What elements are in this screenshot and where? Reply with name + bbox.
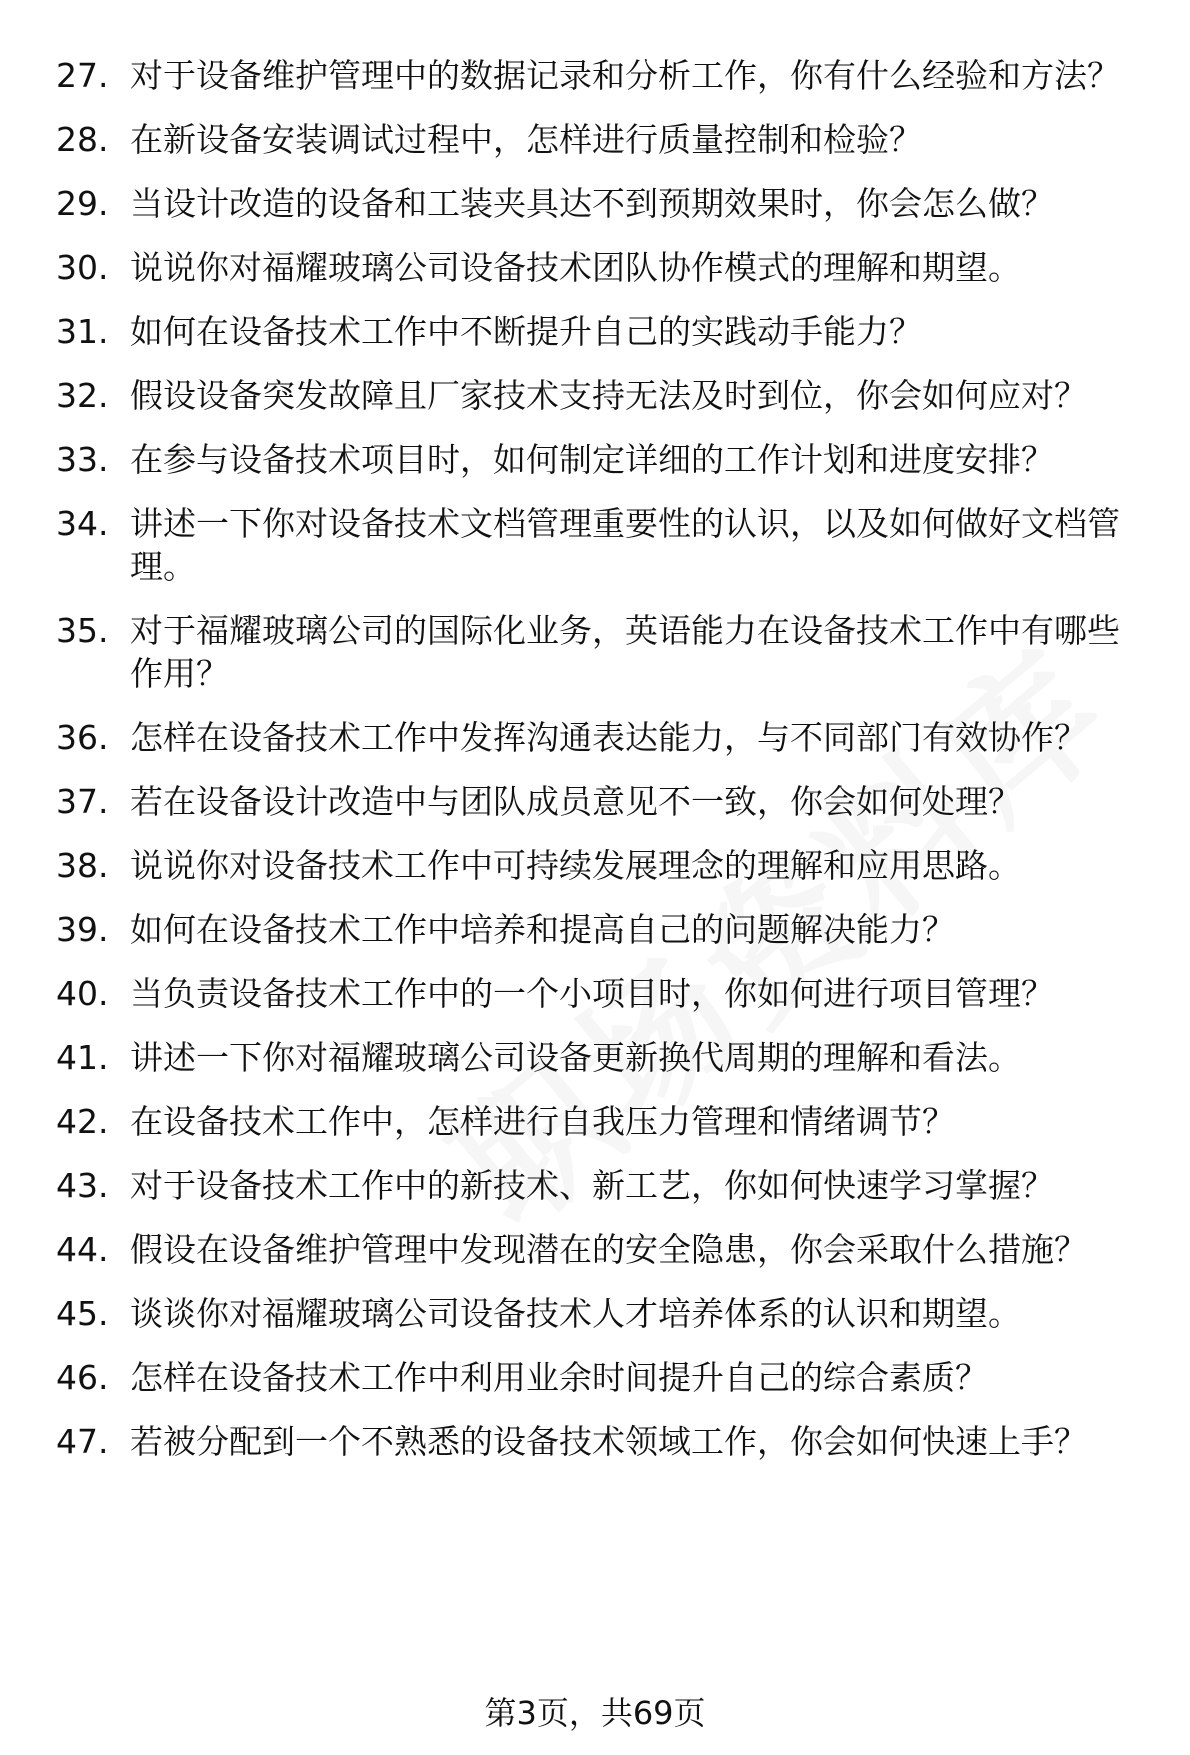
question-text: 对于设备维护管理中的数据记录和分析工作，你有什么经验和方法？	[130, 56, 1120, 95]
question-item	[56, 972, 1146, 1015]
question-item	[56, 609, 1146, 695]
question-text: 说说你对福耀玻璃公司设备技术团队协作模式的理解和期望。	[130, 248, 1021, 287]
question-text: 在参与设备技术项目时，如何制定详细的工作计划和进度安排？	[130, 440, 1054, 479]
question-text: 当负责设备技术工作中的一个小项目时，你如何进行项目管理？	[130, 974, 1054, 1013]
question-text: 在设备技术工作中，怎样进行自我压力管理和情绪调节？	[130, 1102, 955, 1141]
question-text: 在新设备安装调试过程中，怎样进行质量控制和检验？	[130, 120, 922, 159]
question-text: 说说你对设备技术工作中可持续发展理念的理解和应用思路。	[130, 846, 1021, 885]
question-item	[56, 310, 1146, 353]
question-number: 47.	[56, 1422, 109, 1461]
question-number: 38.	[56, 846, 109, 885]
question-number: 44.	[56, 1230, 109, 1269]
question-number: 40.	[56, 974, 109, 1013]
question-text: 当设计改造的设备和工装夹具达不到预期效果时，你会怎么做？	[130, 184, 1054, 223]
question-text: 如何在设备技术工作中不断提升自己的实践动手能力？	[130, 312, 922, 351]
question-number: 43.	[56, 1166, 109, 1205]
question-item	[56, 716, 1146, 759]
question-number: 45.	[56, 1294, 109, 1333]
question-item	[56, 438, 1146, 481]
question-text: 对于福耀玻璃公司的国际化业务，英语能力在设备技术工作中有哪些作用？	[130, 611, 1120, 693]
question-number: 31.	[56, 312, 109, 351]
question-number: 41.	[56, 1038, 109, 1077]
question-text: 假设在设备维护管理中发现潜在的安全隐患，你会采取什么措施？	[130, 1230, 1087, 1269]
question-number: 29.	[56, 184, 109, 223]
question-item	[56, 1420, 1146, 1463]
question-number: 33.	[56, 440, 109, 479]
question-item	[56, 844, 1146, 887]
question-number: 42.	[56, 1102, 109, 1141]
question-text: 对于设备技术工作中的新技术、新工艺，你如何快速学习掌握？	[130, 1166, 1054, 1205]
question-text: 假设设备突发故障且厂家技术支持无法及时到位，你会如何应对？	[130, 376, 1087, 415]
page-number-footer: 第3页，共69页	[484, 1694, 706, 1732]
question-item	[56, 182, 1146, 225]
question-number: 36.	[56, 718, 109, 757]
question-text: 如何在设备技术工作中培养和提高自己的问题解决能力？	[130, 910, 955, 949]
question-item	[56, 246, 1146, 289]
question-number: 30.	[56, 248, 109, 287]
question-number: 35.	[56, 611, 109, 650]
question-number: 39.	[56, 910, 109, 949]
question-item	[56, 54, 1146, 97]
question-number: 46.	[56, 1358, 109, 1397]
question-item	[56, 1228, 1146, 1271]
question-number: 34.	[56, 504, 109, 543]
question-text: 怎样在设备技术工作中发挥沟通表达能力，与不同部门有效协作？	[130, 718, 1087, 757]
question-text: 若被分配到一个不熟悉的设备技术领域工作，你会如何快速上手？	[130, 1422, 1087, 1461]
question-text: 讲述一下你对设备技术文档管理重要性的认识，以及如何做好文档管理。	[130, 504, 1120, 586]
question-text: 讲述一下你对福耀玻璃公司设备更新换代周期的理解和看法。	[130, 1038, 1021, 1077]
question-list	[56, 54, 1146, 1484]
question-item	[56, 780, 1146, 823]
question-item	[56, 1100, 1146, 1143]
question-item	[56, 118, 1146, 161]
question-item	[56, 1292, 1146, 1335]
question-item	[56, 502, 1146, 588]
question-number: 28.	[56, 120, 109, 159]
question-text: 谈谈你对福耀玻璃公司设备技术人才培养体系的认识和期望。	[130, 1294, 1021, 1333]
question-item	[56, 374, 1146, 417]
question-number: 37.	[56, 782, 109, 821]
question-number: 32.	[56, 376, 109, 415]
question-item	[56, 1356, 1146, 1399]
question-text: 若在设备设计改造中与团队成员意见不一致，你会如何处理？	[130, 782, 1021, 821]
question-number: 27.	[56, 56, 109, 95]
question-item	[56, 1036, 1146, 1079]
question-item	[56, 908, 1146, 951]
question-item	[56, 1164, 1146, 1207]
question-text: 怎样在设备技术工作中利用业余时间提升自己的综合素质？	[130, 1358, 988, 1397]
